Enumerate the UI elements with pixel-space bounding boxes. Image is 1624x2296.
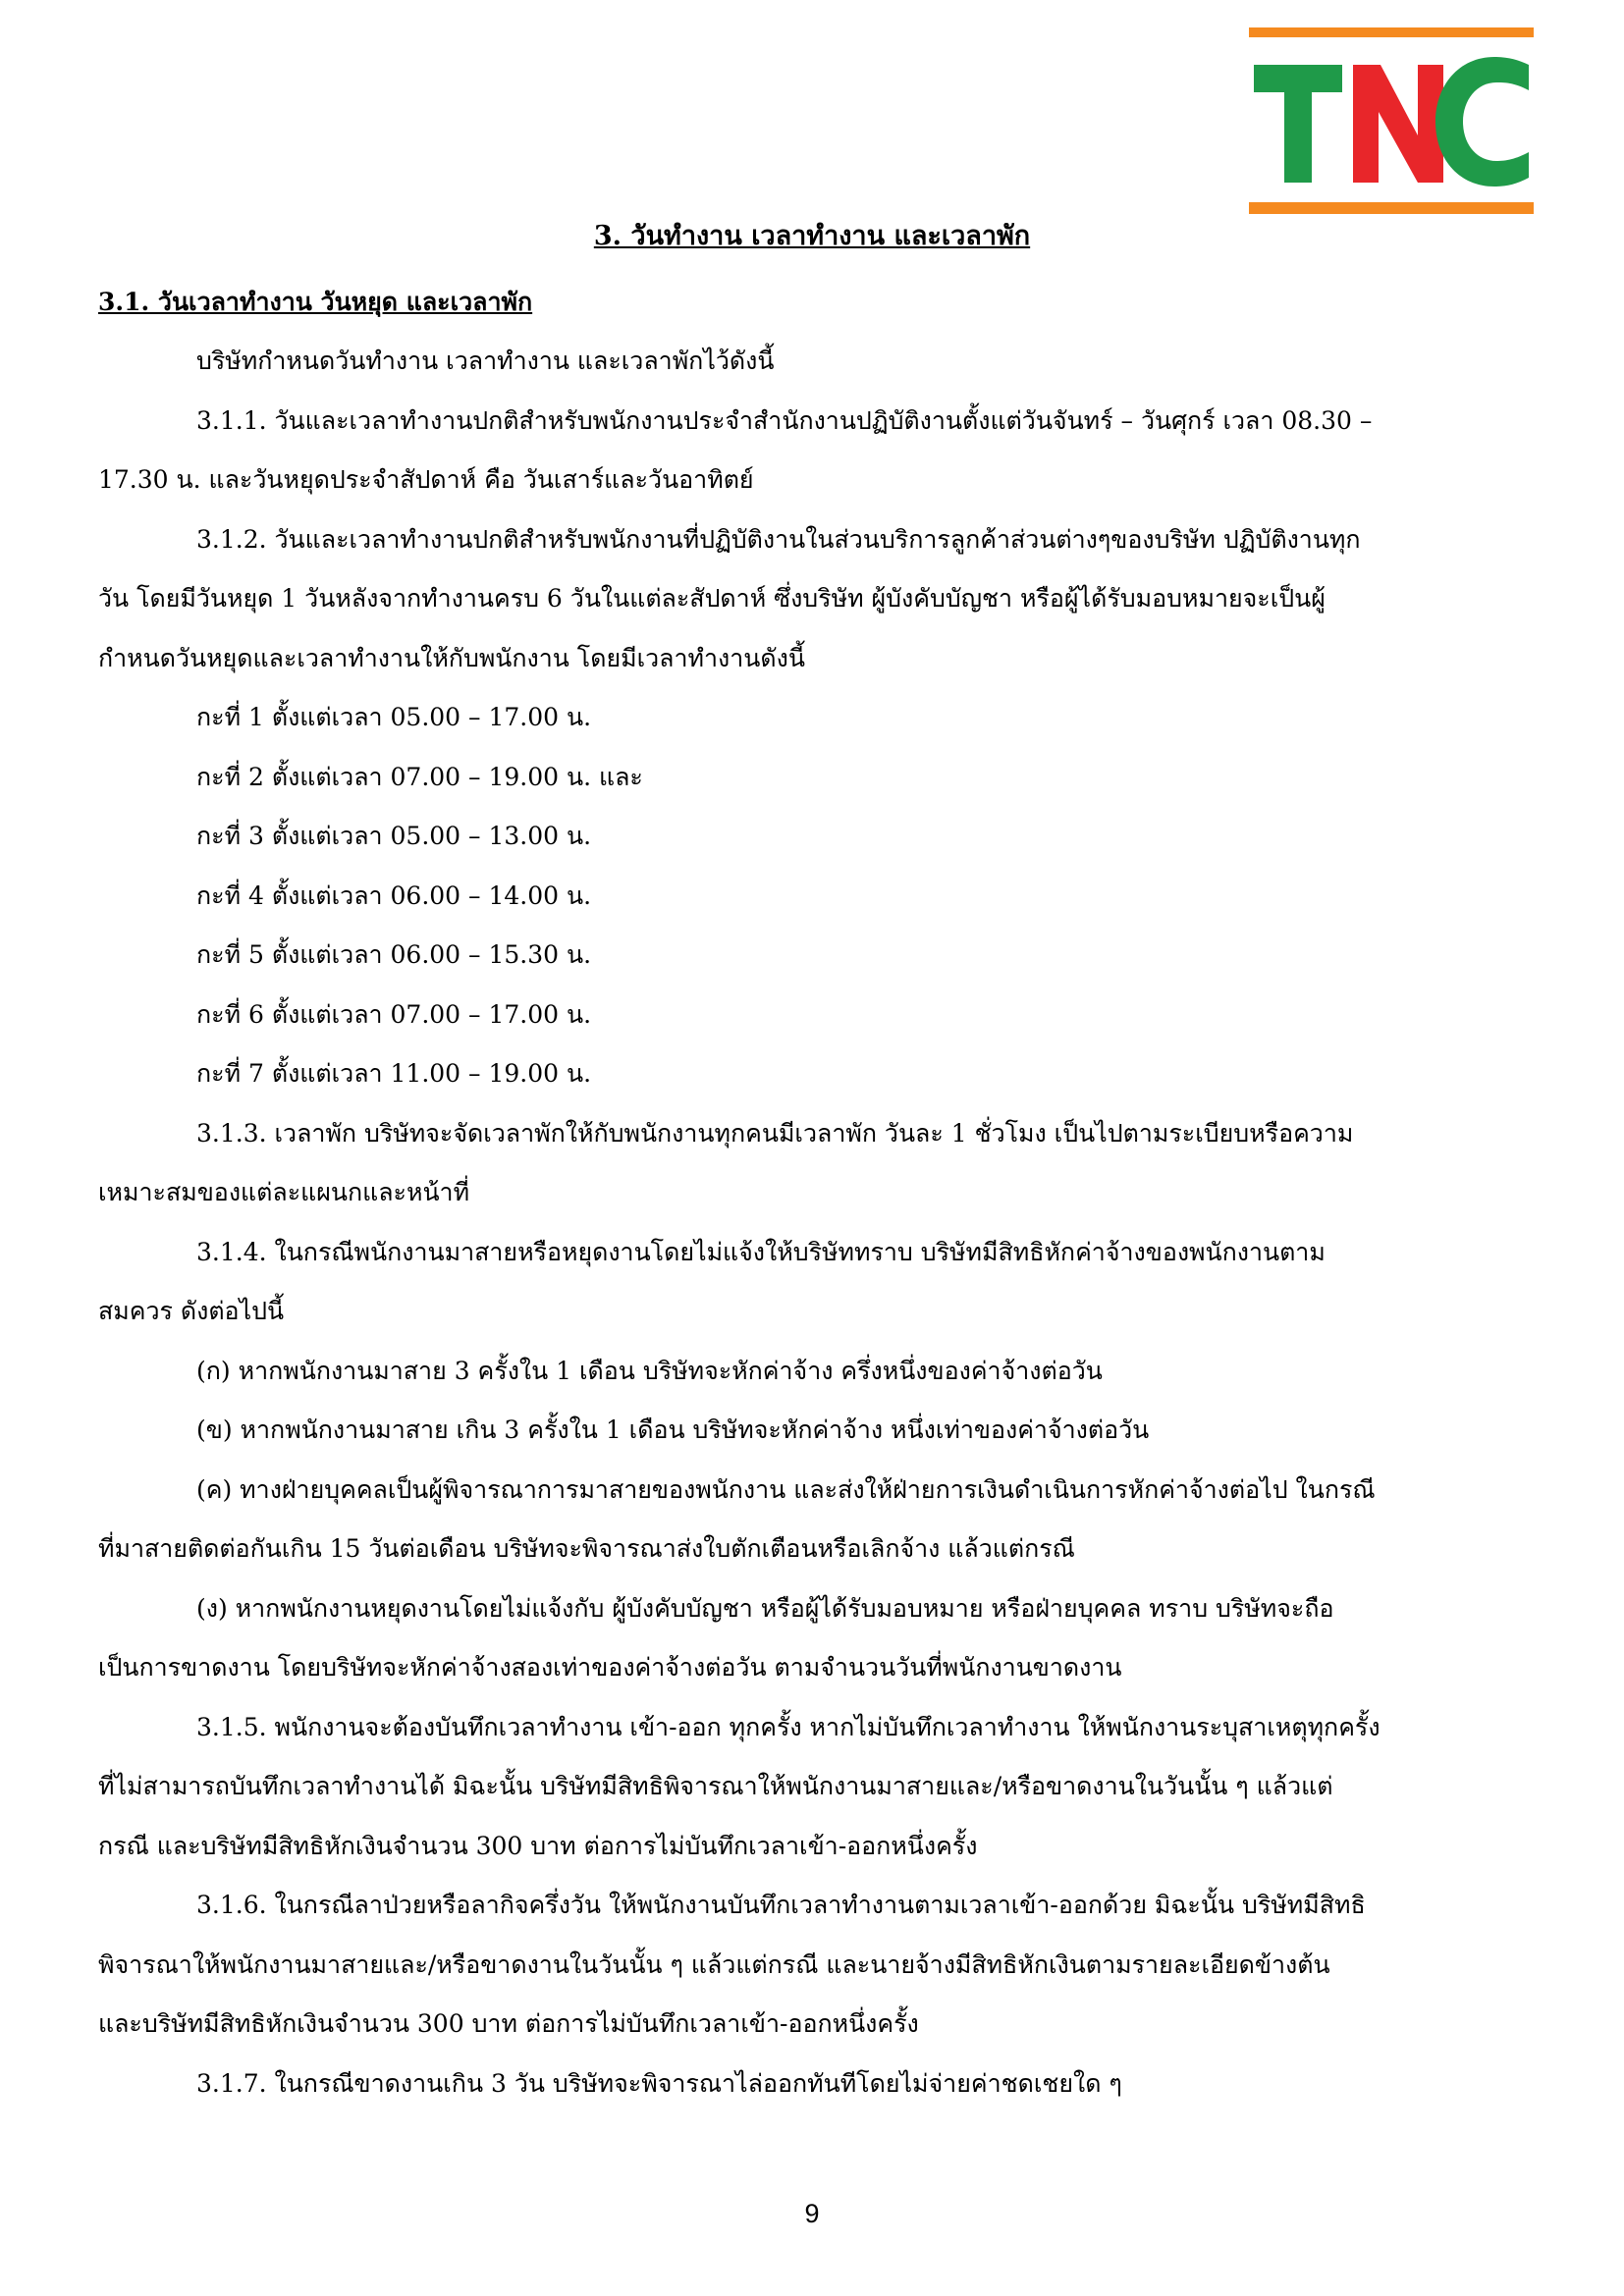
- shift-line: กะที่ 5 ตั้งแต่เวลา 06.00 – 15.30 น.: [196, 940, 592, 969]
- paragraph-line: บริษัทกำหนดวันทำงาน เวลาทำงาน และเวลาพักไว้ดังนี้: [196, 347, 775, 375]
- paragraph-line: 3.1.4. ในกรณีพนักงานมาสายหรือหยุดงานโดยไม่แจ้งให้บริษัททราบ บริษัทมีสิทธิหักค่าจ้างของพนักงานตาม: [196, 1237, 1326, 1266]
- paragraph-line: สมควร ดังต่อไปนี้: [98, 1297, 285, 1325]
- list-item-line: (ก) หากพนักงานมาสาย 3 ครั้งใน 1 เดือน บริษัทจะหักค่าจ้าง ครึ่งหนึ่งของค่าจ้างต่อวัน: [196, 1356, 1103, 1385]
- logo-letter-n: [1353, 65, 1443, 183]
- logo-letter-c: [1435, 57, 1529, 187]
- shift-line: กะที่ 6 ตั้งแต่เวลา 07.00 – 17.00 น.: [196, 999, 592, 1029]
- paragraph-line: ที่มาสายติดต่อกันเกิน 15 วันต่อเดือน บริษัทจะพิจารณาส่งใบตักเตือนหรือเลิกจ้าง แล้วแต่กรณี: [98, 1534, 1075, 1563]
- shift-line: กะที่ 2 ตั้งแต่เวลา 07.00 – 19.00 น. และ: [196, 762, 643, 791]
- section-heading: 3.1. วันเวลาทำงาน วันหยุด และเวลาพัก: [98, 288, 533, 316]
- list-item-line: (ค) ทางฝ่ายบุคคลเป็นผู้พิจารณาการมาสายของพนักงาน และส่งให้ฝ่ายการเงินดำเนินการหักค่าจ้างต่อไป ในกรณี: [196, 1474, 1376, 1504]
- paragraph-line: กำหนดวันหยุดและเวลาทำงานให้กับพนักงาน โดยมีเวลาทำงานดังนี้: [98, 643, 805, 672]
- list-item-line: (ง) หากพนักงานหยุดงานโดยไม่แจ้งกับ ผู้บังคับบัญชา หรือผู้ได้รับมอบหมาย หรือฝ่ายบุคคล ทราบ บริษัทจะถือ: [196, 1593, 1334, 1623]
- paragraph-line: 17.30 น. และวันหยุดประจำสัปดาห์ คือ วันเสาร์และวันอาทิตย์: [98, 465, 754, 494]
- shift-line: กะที่ 4 ตั้งแต่เวลา 06.00 – 14.00 น.: [196, 881, 592, 910]
- company-logo: [1249, 27, 1534, 214]
- paragraph-line: 3.1.1. วันและเวลาทำงานปกติสำหรับพนักงานประจำสำนักงานปฏิบัติงานตั้งแต่วันจันทร์ – วันศุกร์ เวลา 08.30 –: [196, 405, 1373, 435]
- paragraph-line: 3.1.3. เวลาพัก บริษัทจะจัดเวลาพักให้กับพนักงานทุกคนมีเวลาพัก วันละ 1 ชั่วโมง เป็นไปตามระเบียบหรือความ: [196, 1118, 1354, 1148]
- paragraph-line: เหมาะสมของแต่ละแผนกและหน้าที่: [98, 1178, 470, 1206]
- paragraph-line: 3.1.7. ในกรณีขาดงานเกิน 3 วัน บริษัทจะพิจารณาไล่ออกทันทีโดยไม่จ่ายค่าชดเชยใด ๆ: [196, 2068, 1122, 2098]
- paragraph-line: และบริษัทมีสิทธิหักเงินจำนวน 300 บาท ต่อการไม่บันทึกเวลาเข้า-ออกหนึ่งครั้ง: [98, 2009, 919, 2038]
- paragraph-line: เป็นการขาดงาน โดยบริษัทจะหักค่าจ้างสองเท่าของค่าจ้างต่อวัน ตามจำนวนวันที่พนักงานขาดงาน: [98, 1653, 1122, 1682]
- shift-line: กะที่ 3 ตั้งแต่เวลา 05.00 – 13.00 น.: [196, 822, 592, 850]
- logo-letter-t: [1254, 65, 1342, 183]
- logo-letters: [1249, 35, 1534, 202]
- shift-line: กะที่ 1 ตั้งแต่เวลา 05.00 – 17.00 น.: [196, 703, 592, 731]
- paragraph-line: วัน โดยมีวันหยุด 1 วันหลังจากทำงานครบ 6 วันในแต่ละสัปดาห์ ซึ่งบริษัท ผู้บังคับบัญชา หรือผู้ได้รับมอบหมายจะเป็นผู้: [98, 584, 1326, 613]
- paragraph-line: ที่ไม่สามารถบันทึกเวลาทำงานได้ มิฉะนั้น บริษัทมีสิทธิพิจารณาให้พนักงานมาสายและ/หรือขาดงานในวันนั้น ๆ แล้วแต่: [98, 1772, 1333, 1800]
- paragraph-line: พิจารณาให้พนักงานมาสายและ/หรือขาดงานในวันนั้น ๆ แล้วแต่กรณี และนายจ้างมีสิทธิหักเงินตามรายละเอียดข้างต้น: [98, 1949, 1330, 1979]
- body-text: [98, 332, 1527, 2113]
- list-item-line: (ข) หากพนักงานมาสาย เกิน 3 ครั้งใน 1 เดือน บริษัทจะหักค่าจ้าง หนึ่งเท่าของค่าจ้างต่อวัน: [196, 1415, 1150, 1444]
- page-title: 3. วันทำงาน เวลาทำงาน และเวลาพัก: [593, 221, 1031, 251]
- paragraph-line: กรณี และบริษัทมีสิทธิหักเงินจำนวน 300 บาท ต่อการไม่บันทึกเวลาเข้า-ออกหนึ่งครั้ง: [98, 1831, 978, 1860]
- shift-line: กะที่ 7 ตั้งแต่เวลา 11.00 – 19.00 น.: [196, 1059, 592, 1088]
- page-number: 9: [804, 2199, 820, 2228]
- paragraph-line: 3.1.2. วันและเวลาทำงานปกติสำหรับพนักงานที่ปฏิบัติงานในส่วนบริการลูกค้าส่วนต่างๆของบริษัท ปฏิบัติงานทุก: [196, 524, 1361, 554]
- paragraph-line: 3.1.6. ในกรณีลาป่วยหรือลากิจครึ่งวัน ให้พนักงานบันทึกเวลาทำงานตามเวลาเข้า-ออกด้วย มิฉะนั้น บริษัทมีสิทธิ: [196, 1891, 1366, 1919]
- paragraph-line: 3.1.5. พนักงานจะต้องบันทึกเวลาทำงาน เข้า-ออก ทุกครั้ง หากไม่บันทึกเวลาทำงาน ให้พนักงานระบุสาเหตุทุกครั้ง: [196, 1712, 1380, 1741]
- logo-bottom-bar: [1249, 202, 1534, 214]
